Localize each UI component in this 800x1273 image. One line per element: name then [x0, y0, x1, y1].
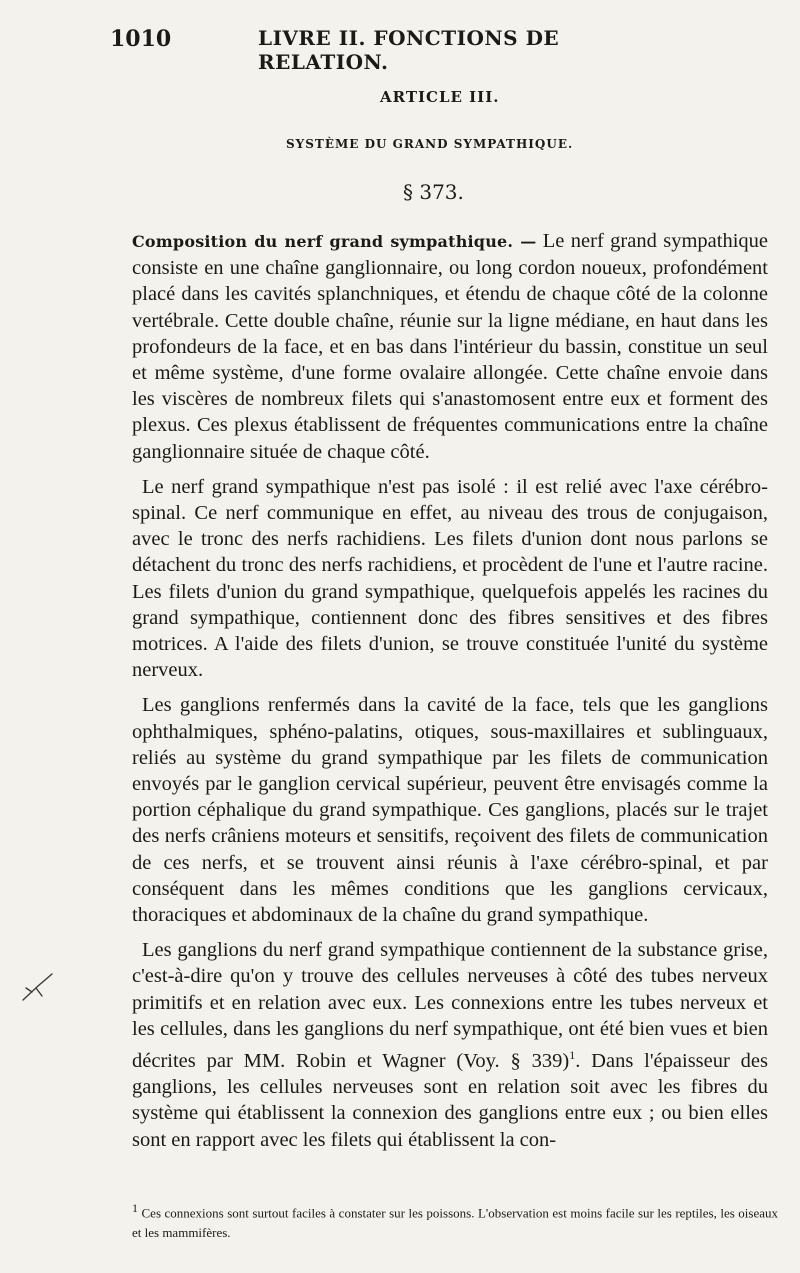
- paragraph-lead-heading: Composition du nerf grand sympathique. —: [132, 232, 537, 251]
- page-header: [110, 26, 620, 74]
- footnote-marker: 1: [132, 1201, 138, 1215]
- article-label: ARTICLE III.: [380, 88, 500, 106]
- footnote: [132, 1198, 778, 1243]
- paragraph-text: Les ganglions renfermés dans la cavité de la face, tels que les ganglions ophthalmiques, sphéno-palatins, otiques, sous-maxillaires et sublinguaux, reliés au système du grand sympathique par les filets de communication envoyés par le ganglion cervical supérieur, peuvent être envisagés comme la portion céphalique du grand sympathique. Ces ganglions, placés sur le trajet des nerfs crâniens moteurs et sensitifs, reçoivent des filets de communication de ces nerfs, et se trouvent ainsi réunis à l'axe cérébro-spinal, et par conséquent dans les mêmes conditions que les ganglions cervicaux, thoraciques et abdominaux de la chaîne du grand sympathique.: [132, 694, 768, 927]
- paragraph-text: Les ganglions du nerf grand sympathique contiennent de la substance grise, c'est-à-dire qu'on y trouve des cellules nerveuses à côté des tubes nerveux primitifs et en relation avec eux. Les connexions entre les tubes nerveux et les cellules, dans les ganglions du nerf sympathique, ont été bien vues et bien décrites par MM. Robin et Wagner (Voy. § 339): [132, 939, 768, 1072]
- footnote-text: Ces connexions sont surtout faciles à constater sur les poissons. L'observation est moins facile sur les reptiles, les oiseaux et les mammifères.: [132, 1205, 778, 1241]
- margin-pen-mark-icon: [18, 968, 58, 1008]
- paragraph-cephalic-ganglions: [132, 692, 768, 928]
- paragraph-connection: [132, 474, 768, 684]
- paragraph-composition: [132, 228, 768, 465]
- paragraph-grey-substance: [132, 937, 768, 1152]
- body-text: [132, 228, 768, 1162]
- paragraph-text: Le nerf grand sympathique consiste en une chaîne ganglionnaire, ou long cordon noueux, profondément placé dans les cavités splanchniques, et étendu de chaque côté de la colonne vertébrale. Cette double chaîne, réunie sur la ligne médiane, en haut dans les profondeurs de la face, et en bas dans l'intérieur du bassin, constitue un seul et même système, d'une forme ovalaire allongée. Cette chaîne envoie dans les viscères de nombreux filets qui s'anastomosent entre eux et forment des plexus. Ces plexus établissent de fréquentes communications entre la chaîne ganglionnaire située de chaque côté.: [132, 230, 768, 463]
- paragraph-text: Le nerf grand sympathique n'est pas isolé : il est relié avec l'axe cérébro-spinal. Ce nerf communique en effet, au niveau des trous de conjugaison, avec le tronc des nerfs rachidiens. Les filets d'union dont nous parlons se détachent du tronc des nerfs rachidiens, et procèdent de l'une et l'autre racine. Les filets d'union du grand sympathique, quelquefois appelés les racines du grand sympathique, contiennent donc des fibres sensitives et des fibres motrices. A l'aide des filets d'union, se trouve constituée l'unité du système nerveux.: [132, 475, 768, 682]
- section-title: SYSTÈME DU GRAND SYMPATHIQUE.: [286, 137, 574, 151]
- running-head: LIVRE II. FONCTIONS DE RELATION.: [258, 26, 560, 74]
- footnote-reference: 1: [569, 1048, 576, 1063]
- page-number: 1010: [110, 26, 172, 52]
- paragraph-number: § 373.: [403, 180, 464, 204]
- paragraph-text-continued: . Dans l'épaisseur des ganglions, les cellules nerveuses sont en relation soit avec les fibres du système qui établissent la connexion des ganglions entre eux ; ou bien elles sont en rapport avec les filets qui établissent la con-: [132, 1049, 769, 1151]
